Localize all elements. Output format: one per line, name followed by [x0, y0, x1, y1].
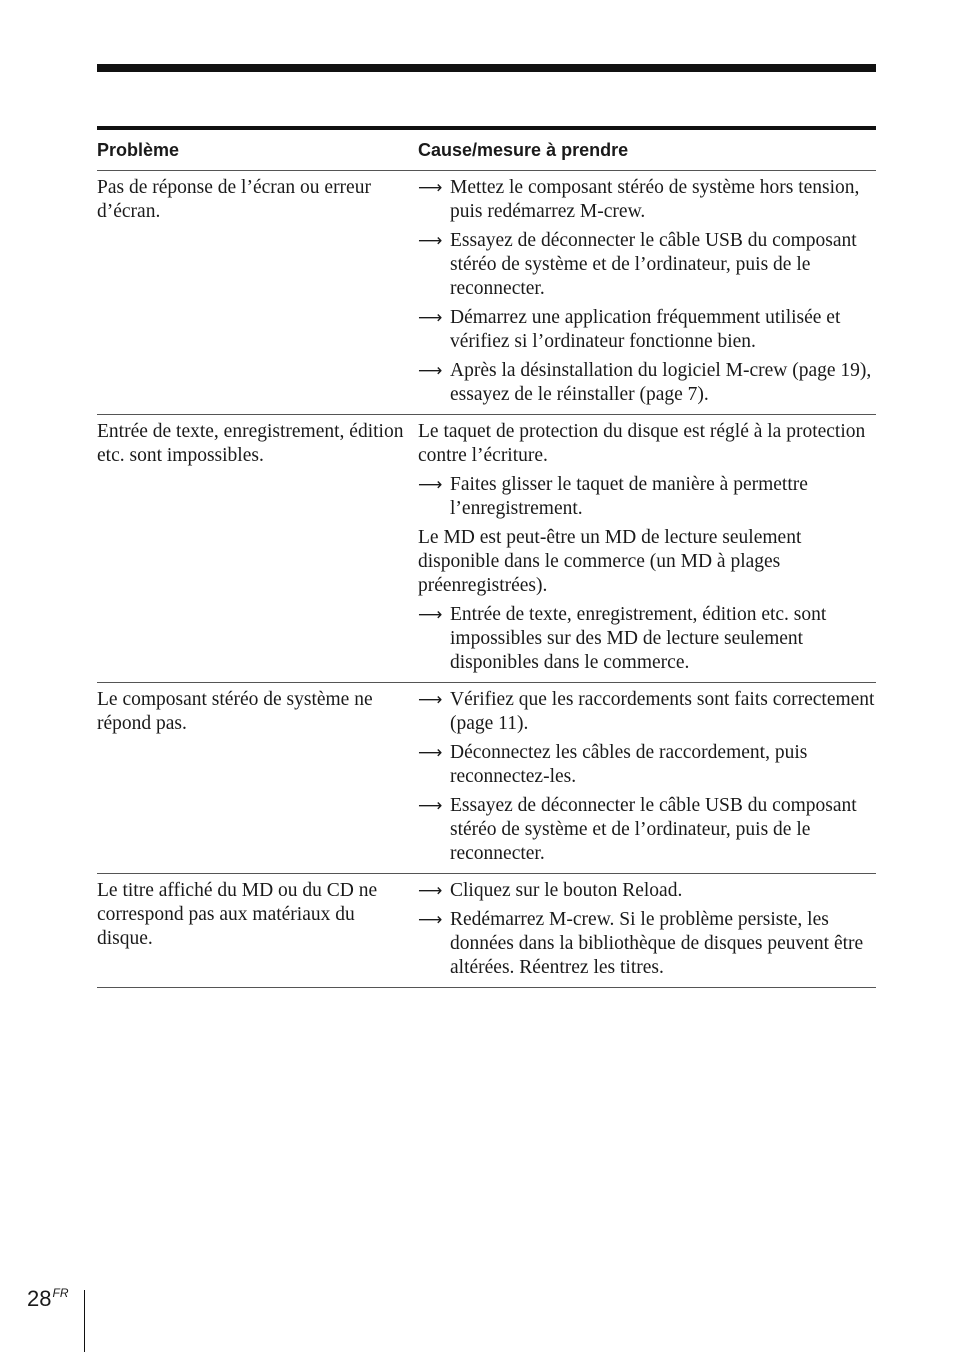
cause-bullet-text: Essayez de déconnecter le câble USB du composant stéréo de système et de l’ordinateur, puis de le reconnecter.: [450, 230, 857, 299]
table-row: [97, 415, 876, 683]
arrow-right-icon: ⟶: [418, 881, 443, 901]
cause-bullet: [418, 879, 876, 903]
page-number-value: 28: [27, 1286, 52, 1311]
problem-cell: Entrée de texte, enregistrement, édition etc. sont impossibles.: [97, 421, 404, 466]
cause-bullet: [418, 688, 876, 736]
cause-cell: [418, 879, 876, 980]
arrow-right-icon: ⟶: [418, 475, 443, 495]
cause-bullet-text: Entrée de texte, enregistrement, édition etc. sont impossibles sur des MD de lecture seulement disponibles dans le commerce.: [450, 604, 827, 673]
header-cause: Cause/mesure à prendre: [418, 139, 629, 160]
arrow-right-icon: ⟶: [418, 361, 443, 381]
table-row: [97, 171, 876, 415]
cause-paragraph: Le taquet de protection du disque est réglé à la protection contre l’écriture.: [418, 421, 866, 466]
cause-bullet-text: Déconnectez les câbles de raccordement, puis reconnectez-les.: [450, 742, 808, 787]
top-rule: [97, 64, 876, 72]
problem-cell: Le composant stéréo de système ne répond pas.: [97, 689, 373, 734]
cause-bullet: [418, 908, 876, 980]
header-problem: Problème: [97, 139, 180, 160]
cause-bullet-text: Faites glisser le taquet de manière à permettre l’enregistrement.: [450, 474, 808, 519]
cause-bullet-text: Cliquez sur le bouton Reload.: [450, 880, 683, 901]
cause-bullet-text: Redémarrez M-crew. Si le problème persiste, les données dans la bibliothèque de disques peuvent être altérées. Réentrez les titres.: [450, 909, 864, 978]
cause-bullet: [418, 176, 876, 224]
table-body: [97, 171, 876, 988]
arrow-right-icon: ⟶: [418, 178, 443, 198]
troubleshooting-table: [97, 126, 876, 988]
side-rule: [84, 1290, 85, 1352]
arrow-right-icon: ⟶: [418, 690, 443, 710]
cause-bullet-text: Vérifiez que les raccordements sont faits correctement (page 11).: [450, 689, 875, 734]
cause-bullet: [418, 359, 876, 407]
cause-bullet: [418, 603, 876, 675]
cause-bullet: [418, 229, 876, 301]
arrow-right-icon: ⟶: [418, 796, 443, 816]
problem-cell: Pas de réponse de l’écran ou erreur d’écran.: [97, 177, 371, 222]
table-row: [97, 874, 876, 988]
cause-bullet-text: Mettez le composant stéréo de système hors tension, puis redémarrez M-crew.: [450, 177, 860, 222]
page-number: [27, 1286, 68, 1312]
cause-bullet-text: Essayez de déconnecter le câble USB du composant stéréo de système et de l’ordinateur, puis de le reconnecter.: [450, 795, 857, 864]
cause-cell: [418, 176, 876, 407]
arrow-right-icon: ⟶: [418, 605, 443, 625]
cause-paragraph: Le MD est peut-être un MD de lecture seulement disponible dans le commerce (un MD à plages préenregistrées).: [418, 527, 802, 596]
problem-cell: Le titre affiché du MD ou du CD ne correspond pas aux matériaux du disque.: [97, 880, 378, 949]
cause-bullet-text: Démarrez une application fréquemment utilisée et vérifiez si l’ordinateur fonctionne bien.: [450, 307, 841, 352]
arrow-right-icon: ⟶: [418, 231, 443, 251]
table-header-row: [97, 130, 876, 171]
arrow-right-icon: ⟶: [418, 308, 443, 328]
cause-cell: [418, 688, 876, 866]
cause-bullet: [418, 741, 876, 789]
arrow-right-icon: ⟶: [418, 743, 443, 763]
cause-bullet-text: Après la désinstallation du logiciel M-crew (page 19), essayez de le réinstaller (page 7).: [450, 360, 872, 405]
cause-bullet: [418, 794, 876, 866]
cause-cell: [418, 420, 876, 675]
cause-bullet: [418, 306, 876, 354]
table-row: [97, 683, 876, 874]
cause-bullet: [418, 473, 876, 521]
page-suffix: FR: [52, 1286, 69, 1300]
arrow-right-icon: ⟶: [418, 910, 443, 930]
